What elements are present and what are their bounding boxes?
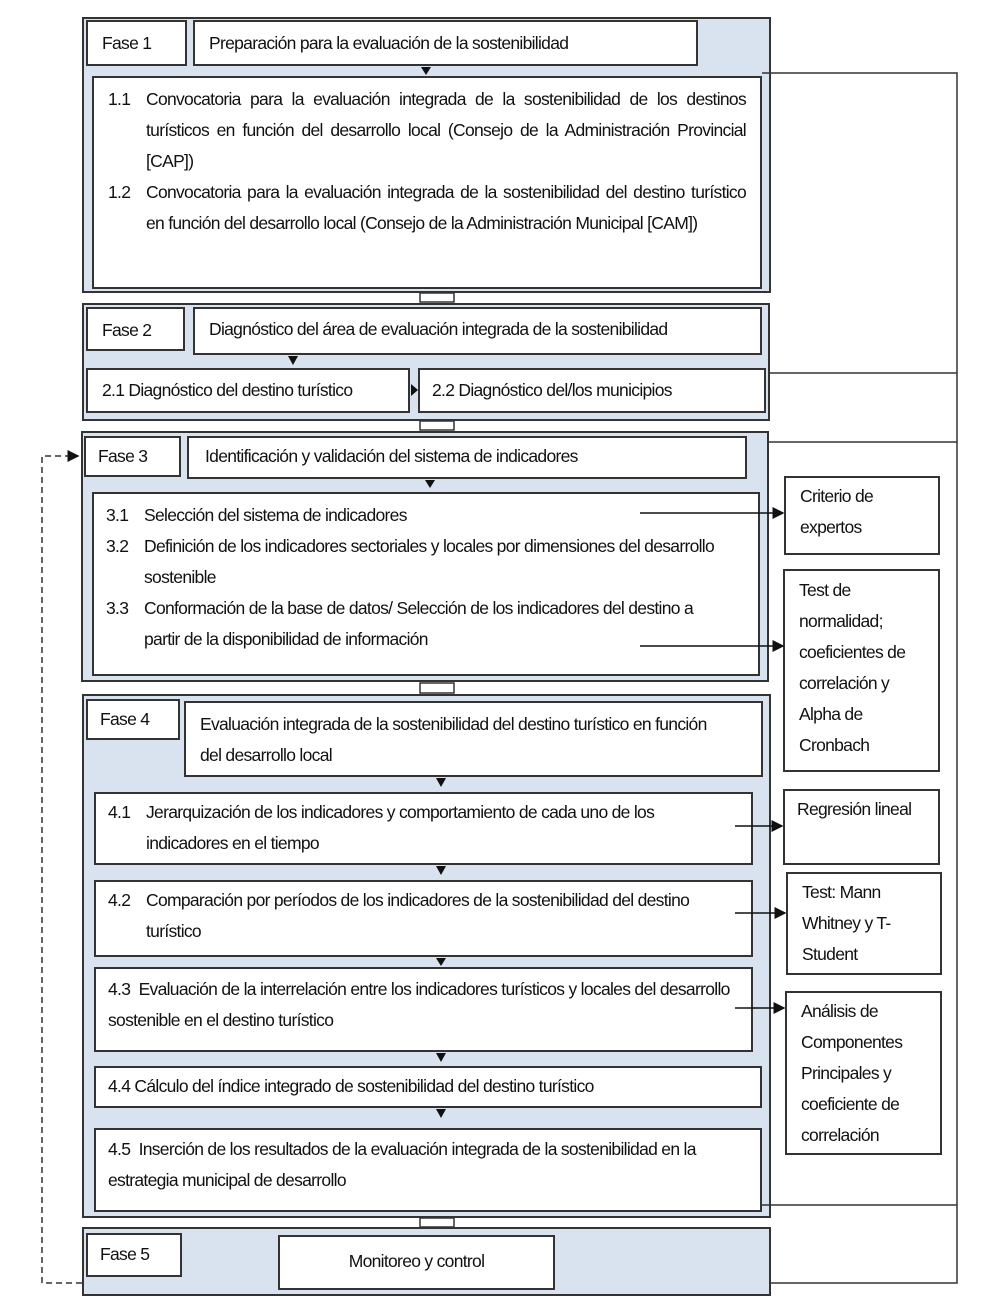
step-number: 1.2 — [108, 182, 131, 202]
phase-5-label: Fase 5 — [86, 1233, 182, 1277]
phase-5-title: Monitoreo y control — [278, 1235, 555, 1290]
step-number: 1.1 — [108, 89, 131, 109]
down-arrow-icons — [288, 67, 446, 1118]
method-expert-criteria: Criterio de expertos — [784, 476, 940, 555]
step-number: 3.2 — [106, 536, 129, 556]
method-normality-tests: Test de normalidad; coeficientes de correlación y Alpha de Cronbach — [783, 569, 940, 772]
step-text: Selección del sistema de indicadores — [144, 505, 407, 525]
step-text: Jerarquización de los indicadores y comportamiento de cada uno de los indicadores en el tiempo — [146, 802, 655, 853]
phase-connector-icons — [420, 293, 454, 1227]
step-text: Inserción de los resultados de la evaluación integrada de la sostenibilidad en la estrategia municipal de desarrollo — [108, 1139, 696, 1190]
step-2-2: 2.2 Diagnóstico del/los municipios — [418, 368, 766, 413]
step-text: Convocatoria para la evaluación integrada de la sostenibilidad del destino turístico en función del desarrollo local (Consejo de la Administración Municipal [CAM]) — [146, 182, 746, 233]
step-text: Convocatoria para la evaluación integrada de la sostenibilidad de los destinos turísticos en función del desarrollo local (Consejo de la Administración Provincial [CAP]) — [146, 89, 746, 171]
step-number: 3.1 — [106, 505, 129, 525]
phase-2-label: Fase 2 — [86, 307, 185, 351]
step-number: 4.5 — [108, 1139, 131, 1159]
phase-2-title: Diagnóstico del área de evaluación integrada de la sostenibilidad — [193, 307, 762, 355]
method-linear-regression: Regresión lineal — [783, 789, 940, 865]
step-text: Definición de los indicadores sectoriales y locales por dimensiones del desarrollo sostenible — [144, 536, 715, 587]
method-mann-whitney: Test: Mann Whitney y T-Student — [786, 872, 942, 975]
step-text: Comparación por períodos de los indicadores de la sostenibilidad del destino turístico — [146, 890, 690, 941]
feedback-lines — [762, 73, 957, 1283]
phase-4-title: Evaluación integrada de la sostenibilidad del destino turístico en función del desarrollo local — [184, 701, 763, 777]
step-text: Cálculo del índice integrado de sostenibilidad del destino turístico — [134, 1076, 594, 1096]
step-number: 4.2 — [108, 890, 131, 910]
method-pca: Análisis de Componentes Principales y coeficiente de correlación — [785, 991, 942, 1155]
step-text: Evaluación de la interrelación entre los indicadores turísticos y locales del desarrollo sostenible en el destino turístico — [108, 979, 730, 1030]
method-arrows — [640, 513, 785, 1008]
phase-1-label: Fase 1 — [86, 20, 187, 66]
phase-3-title: Identificación y validación del sistema de indicadores — [187, 436, 747, 479]
step-number: 3.3 — [106, 598, 129, 618]
phase-4-label: Fase 4 — [86, 699, 180, 740]
step-number: 4.3 — [108, 979, 131, 999]
step-2-1: 2.1 Diagnóstico del destino turístico — [86, 368, 410, 413]
phase-3-label: Fase 3 — [84, 436, 181, 477]
phase-1-title: Preparación para la evaluación de la sostenibilidad — [193, 20, 698, 66]
step-text: Conformación de la base de datos/ Selección de los indicadores del destino a partir de la disponibilidad de información — [144, 598, 693, 649]
dashed-feedback-arrow — [42, 456, 82, 1283]
step-number: 4.1 — [108, 802, 131, 822]
step-number: 4.4 — [108, 1076, 131, 1096]
